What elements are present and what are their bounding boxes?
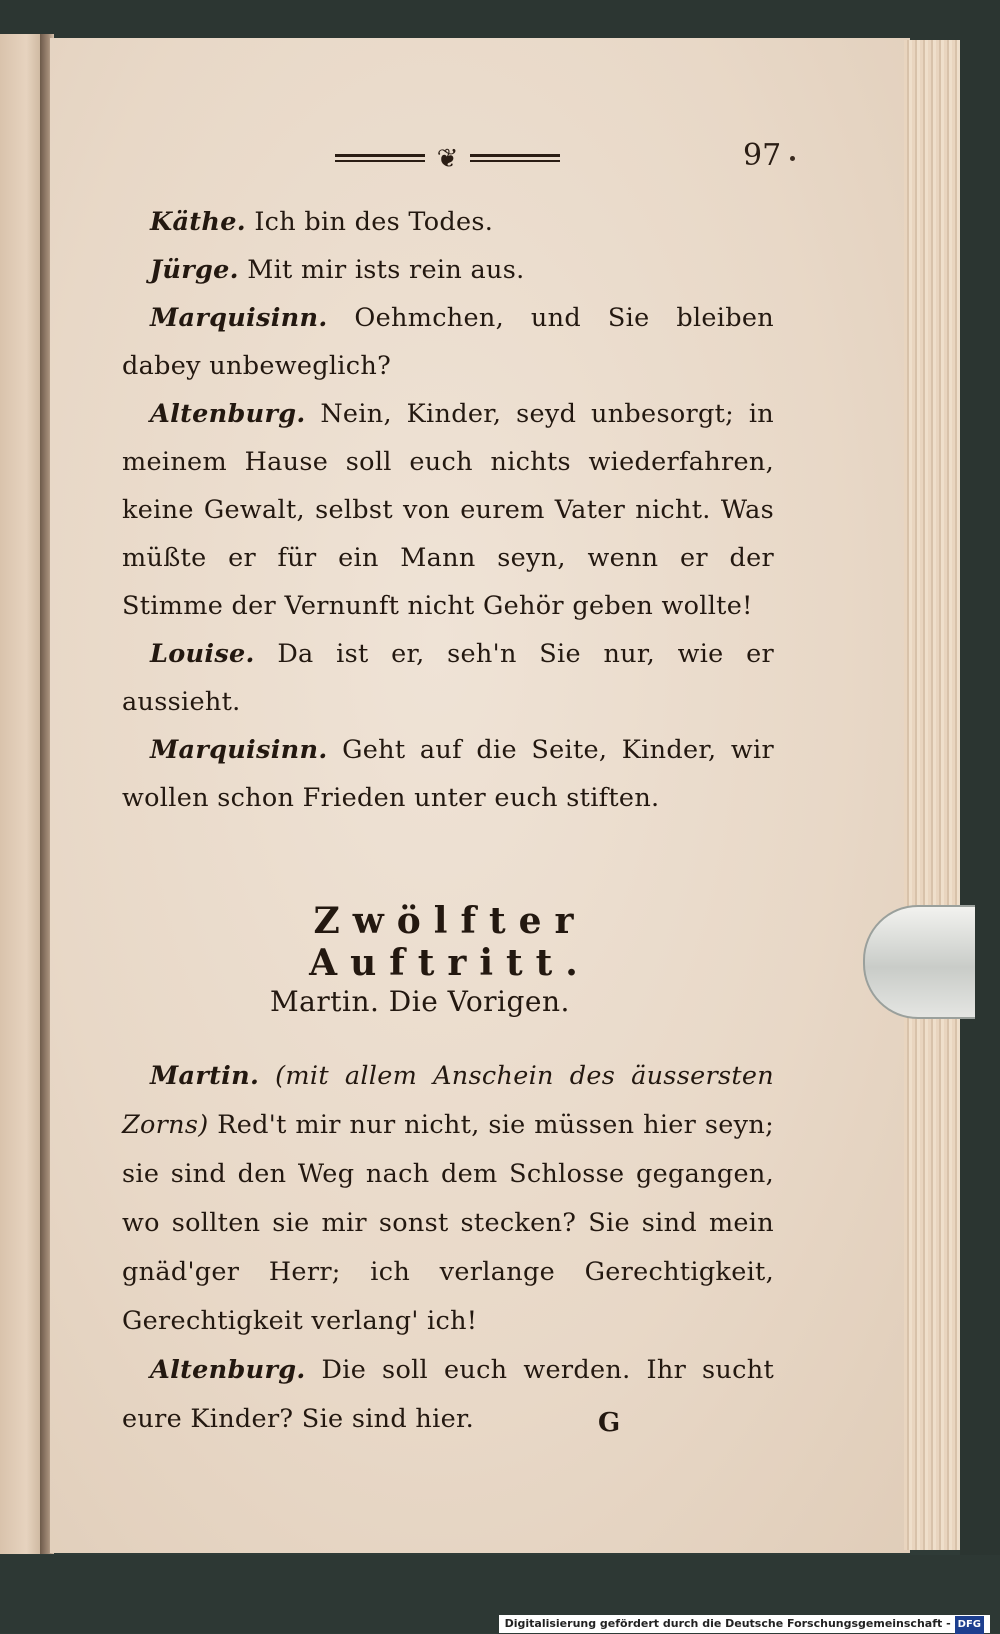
speaker-name: Altenburg. — [150, 1355, 306, 1385]
speaker-name: Käthe. — [150, 207, 246, 237]
speaker-name: Louise. — [150, 639, 255, 669]
header-ornament — [335, 144, 560, 174]
dialogue-text: Mit mir ists rein aus. — [247, 255, 525, 285]
dialogue-line — [122, 1052, 774, 1346]
book-clip — [863, 905, 975, 1019]
dialogue-line — [122, 726, 774, 822]
page-stack-edges — [904, 40, 962, 1550]
dialogue-text: Geht auf die Seite, Kinder, wir wollen schon Frieden unter euch stiften. — [122, 735, 775, 813]
dialogue-line — [122, 294, 774, 390]
dialogue-text: Ich bin des Todes. — [254, 207, 494, 237]
speaker-name: Altenburg. — [150, 399, 306, 429]
dialogue-block-1 — [122, 198, 774, 822]
dialogue-text: Da ist er, seh'n Sie nur, wie er aussieht. — [122, 639, 774, 717]
dialogue-text: Nein, Kinder, seyd unbesorgt; in meinem Hause soll euch nichts wiederfahren, keine Gewalt, selbst von eurem Vater nicht. Was müßte er für ein Mann seyn, wenn er der Stimme der Vernunft nicht Gehör geben wollte! — [122, 399, 774, 621]
signature-mark: G — [598, 1408, 621, 1438]
stage-direction: (mit allem Anschein des äussersten Zorns) — [122, 1061, 775, 1140]
dialogue-text: Oehmchen, und Sie bleiben dabey unbeweglich? — [122, 303, 774, 381]
speaker-name: Jürge. — [150, 255, 239, 285]
dialogue-line — [122, 630, 774, 726]
scene-persons: Martin. Die Vorigen. — [270, 985, 570, 1018]
credit-text: Digitalisierung gefördert durch die Deutsche Forschungsgemeinschaft - — [504, 1617, 951, 1630]
dialogue-text: Red't mir nur nicht, sie müssen hier seyn; sie sind den Weg nach dem Schlosse gegangen, wo sollten sie mir sonst stecken? Sie sind mein gnäd'ger Herr; ich verlange Gerechtigkeit, Gerechtigkeit verlang' ich! — [122, 1110, 774, 1336]
scan-background-right — [960, 0, 1000, 1633]
dialogue-line — [122, 198, 774, 246]
dialogue-line — [122, 1346, 774, 1444]
dialogue-line — [122, 246, 774, 294]
scan-background-top — [0, 0, 1000, 40]
ink-speck — [790, 156, 795, 161]
digitization-credit — [499, 1615, 990, 1633]
speaker-name: Marquisinn. — [150, 735, 328, 765]
page-number: 97 — [743, 138, 782, 173]
dialogue-block-2 — [122, 1052, 774, 1444]
page-header — [335, 138, 815, 184]
speaker-name: Marquisinn. — [150, 303, 328, 333]
left-page-edge — [0, 34, 44, 1554]
scene-title: Zwölfter Auftritt. — [309, 900, 591, 984]
speaker-name: Martin. — [150, 1061, 260, 1091]
dfg-logo-icon: DFG — [955, 1616, 984, 1634]
dialogue-line — [122, 390, 774, 630]
ornament-knot-icon: ❦ — [436, 144, 459, 174]
dialogue-text: Die soll euch werden. Ihr sucht eure Kinder? Sie sind hier. — [122, 1355, 774, 1434]
